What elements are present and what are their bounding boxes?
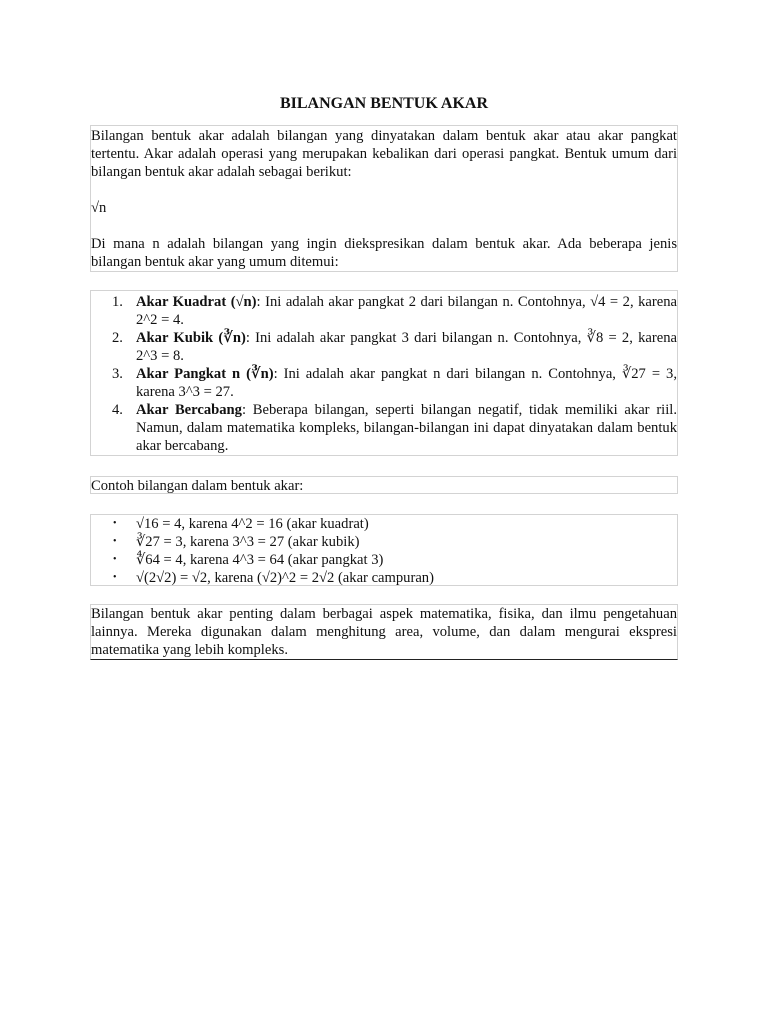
- list-item: [91, 533, 677, 551]
- list-number: 3.: [112, 366, 123, 382]
- closing-paragraph: Bilangan bentuk akar penting dalam berbagai aspek matematika, fisika, dan ilmu pengetahuan lainnya. Mereka digunakan dalam menghitung area, volume, dan dalam mengurai ekspresi matematika yang lebih kompleks.: [91, 606, 677, 658]
- intro-paragraph-2: Di mana n adalah bilangan yang ingin diekspresikan dalam bentuk akar. Ada beberapa jenis bilangan bentuk akar yang umum ditemui:: [91, 236, 677, 270]
- list-item: [91, 401, 677, 455]
- example-text: √16 = 4, karena 4^2 = 16 (akar kuadrat): [136, 516, 369, 532]
- example-text: ∜64 = 4, karena 4^3 = 64 (akar pangkat 3): [136, 552, 384, 568]
- examples-heading: Contoh bilangan dalam bentuk akar:: [90, 476, 678, 494]
- root-types-list: [90, 290, 678, 456]
- intro-section: [90, 125, 678, 272]
- term: Akar Kuadrat (√n): [136, 294, 257, 310]
- description: : Beberapa bilangan, seperti bilangan negatif, tidak memiliki akar riil. Namun, dalam matematika kompleks, bilangan-bilangan ini dapat dinyatakan dalam bentuk akar bercabang.: [136, 402, 677, 454]
- bullet-icon: •: [113, 554, 117, 565]
- bullet-icon: •: [113, 536, 117, 547]
- term: Akar Bercabang: [136, 402, 242, 418]
- description: : Ini adalah akar pangkat n dari bilangan n. Contohnya, ∛27 = 3, karena 3^3 = 27.: [136, 366, 677, 400]
- term: Akar Kubik (∛n): [136, 330, 246, 346]
- description: : Ini adalah akar pangkat 3 dari bilangan n. Contohnya, ∛8 = 2, karena 2^3 = 8.: [136, 330, 677, 364]
- list-item: [91, 551, 677, 569]
- spacer: [91, 181, 677, 199]
- document-title: BILANGAN BENTUK AKAR: [279, 95, 489, 112]
- list-item: [91, 515, 677, 533]
- closing-section: [90, 604, 678, 660]
- general-formula: √n: [91, 200, 107, 216]
- examples-list: [90, 514, 678, 586]
- list-number: 4.: [112, 402, 123, 418]
- list-number: 1.: [112, 294, 123, 310]
- example-text: √(2√2) = √2, karena (√2)^2 = 2√2 (akar campuran): [136, 570, 434, 586]
- bullet-icon: •: [113, 518, 117, 529]
- list-item: [91, 329, 677, 365]
- example-text: ∛27 = 3, karena 3^3 = 27 (akar kubik): [136, 534, 360, 550]
- term: Akar Pangkat n (∛n): [136, 366, 274, 382]
- intro-paragraph: Bilangan bentuk akar adalah bilangan yang dinyatakan dalam bentuk akar atau akar pangkat tertentu. Akar adalah operasi yang merupakan kebalikan dari operasi pangkat. Bentuk umum dari bilangan bentuk akar adalah sebagai berikut:: [91, 128, 677, 180]
- list-item: [91, 569, 677, 587]
- list-number: 2.: [112, 330, 123, 346]
- spacer: [91, 217, 677, 235]
- bullet-icon: •: [113, 572, 117, 583]
- description: : Ini adalah akar pangkat 2 dari bilangan n. Contohnya, √4 = 2, karena 2^2 = 4.: [136, 294, 677, 328]
- list-item: [91, 365, 677, 401]
- list-item: [91, 293, 677, 329]
